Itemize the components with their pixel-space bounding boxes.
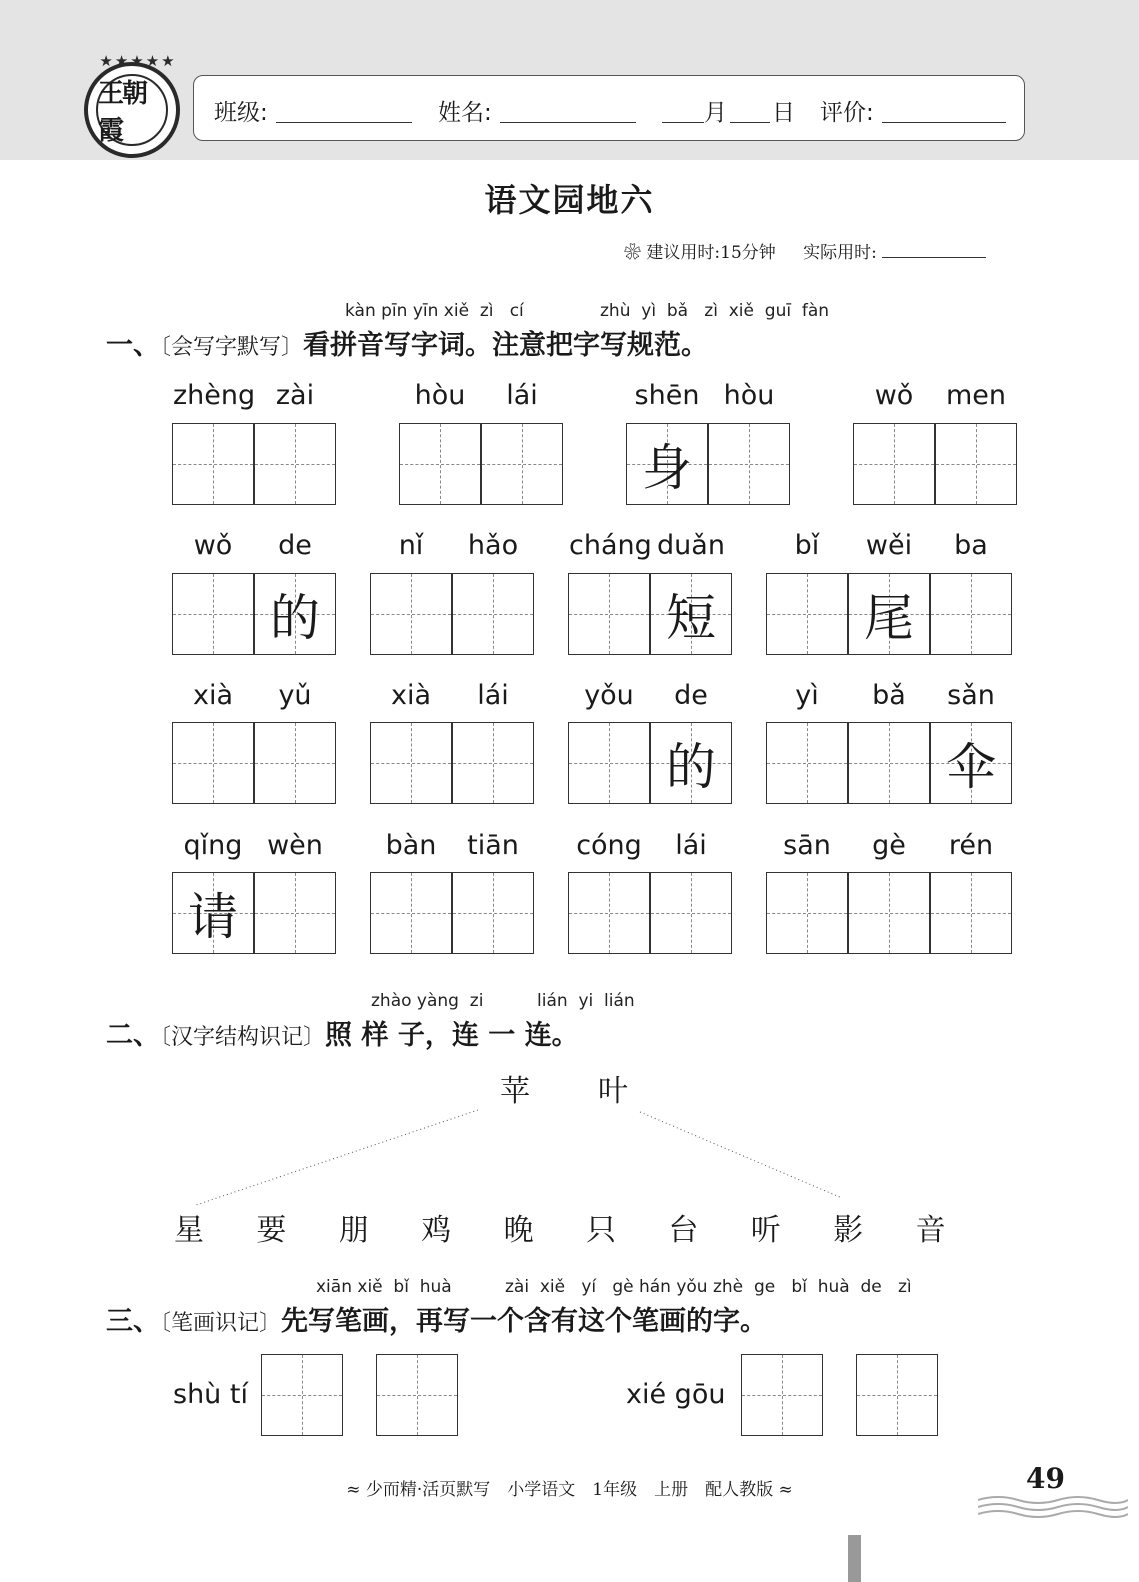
given-char — [651, 873, 731, 953]
given-char — [767, 873, 847, 953]
bottom-char[interactable]: 只 — [586, 1213, 616, 1248]
section3-number: 三、 — [106, 1306, 160, 1337]
section3-instruction: 先写笔画，再写一个含有这个笔画的字。 — [281, 1306, 768, 1337]
footer-text: ≈ 少而精·活页默写 小学语文 1年级 上册 配人教版 ≈ — [346, 1480, 793, 1500]
char-box[interactable] — [848, 872, 930, 954]
stroke-box[interactable] — [261, 1354, 343, 1436]
char-box[interactable] — [481, 423, 563, 505]
section3-pinyin-a: xiān xiě bǐ huà — [316, 1277, 452, 1297]
char-box[interactable] — [254, 423, 336, 505]
given-char — [849, 873, 929, 953]
section1-pinyin-b: zhù yì bǎ zì xiě guī fàn — [600, 301, 830, 321]
suggested-time: 建议用时:15分钟 — [646, 243, 776, 263]
char-box[interactable] — [626, 423, 708, 505]
char-box[interactable] — [853, 423, 935, 505]
char-box[interactable] — [848, 722, 930, 804]
char-box[interactable] — [766, 872, 848, 954]
stroke-label-shuti: shù tí — [173, 1379, 248, 1410]
char-box[interactable] — [376, 1354, 458, 1436]
given-char — [569, 723, 649, 803]
given-char — [453, 723, 533, 803]
given-char: 短 — [666, 589, 716, 647]
pinyin-syllable: gè — [872, 830, 906, 861]
logo-text: 王朝霞 — [96, 74, 168, 146]
class-label: 班级: — [214, 100, 268, 126]
top-char-ye[interactable]: 叶 — [598, 1074, 628, 1109]
char-box[interactable] — [452, 722, 534, 804]
given-char — [767, 723, 847, 803]
pinyin-syllable: hǎo — [467, 530, 519, 561]
section1-number: 一、 — [106, 330, 160, 361]
char-box[interactable] — [650, 722, 732, 804]
char-box[interactable] — [452, 872, 534, 954]
char-box[interactable] — [370, 722, 452, 804]
pinyin-syllable: cóng — [576, 830, 642, 861]
pinyin-syllable: de — [278, 530, 312, 561]
stroke-label-xiegou: xié gōu — [626, 1379, 726, 1410]
pinyin-syllable: zhèng — [173, 380, 256, 411]
given-char — [371, 574, 451, 654]
char-box[interactable] — [930, 872, 1012, 954]
pinyin-syllable: wèn — [267, 830, 323, 861]
pinyin-syllable: lái — [675, 830, 707, 861]
given-char: 请 — [188, 888, 238, 946]
given-char — [255, 873, 335, 953]
bottom-char[interactable]: 晚 — [503, 1213, 534, 1248]
given-char — [936, 424, 1016, 504]
flower-icon: ❀ — [624, 243, 641, 263]
section2-number: 二、 — [106, 1020, 160, 1051]
pinyin-syllable: wǒ — [874, 380, 914, 411]
given-char — [173, 723, 253, 803]
pinyin-syllable: bàn — [385, 830, 437, 861]
char-box[interactable] — [708, 423, 790, 505]
pinyin-syllable: yì — [795, 680, 819, 711]
connector-line — [640, 1112, 842, 1198]
char-box[interactable] — [370, 573, 452, 655]
bottom-char[interactable]: 星 — [174, 1213, 204, 1248]
bottom-char[interactable]: 音 — [915, 1213, 946, 1248]
section1-instruction: 看拼音写字词。注意把字写规范。 — [303, 330, 709, 361]
bottom-char[interactable]: 鸡 — [421, 1213, 452, 1248]
page-edge-bar — [848, 1535, 861, 1582]
given-char — [709, 424, 789, 504]
pinyin-syllable: ba — [954, 530, 988, 561]
char-box[interactable] — [172, 722, 254, 804]
char-box[interactable] — [370, 872, 452, 954]
pinyin-syllable: men — [945, 380, 1007, 411]
char-box[interactable] — [930, 722, 1012, 804]
wave-decoration-icon — [978, 1494, 1128, 1522]
pinyin-syllable: qǐng — [183, 830, 243, 861]
section3-pinyin-b: zài xiě yí gè hán yǒu zhè ge bǐ huà de zì — [505, 1277, 912, 1297]
char-box[interactable] — [650, 573, 732, 655]
actual-time-label: 实际用时: — [803, 243, 877, 263]
given-char — [255, 723, 335, 803]
given-char — [569, 574, 649, 654]
given-char — [849, 723, 929, 803]
given-char — [173, 574, 253, 654]
char-box[interactable] — [766, 573, 848, 655]
given-char — [569, 873, 649, 953]
pinyin-syllable: rén — [948, 830, 994, 861]
stars-icon: ★★★★★ — [99, 52, 177, 70]
section2-pinyin-b: lián yi lián — [537, 991, 635, 1011]
char-box[interactable] — [172, 423, 254, 505]
char-box[interactable] — [568, 722, 650, 804]
char-box[interactable] — [254, 872, 336, 954]
char-box[interactable] — [856, 1354, 938, 1436]
pinyin-syllable: de — [674, 680, 708, 711]
section1-tag: 〔会写字默写〕 — [160, 335, 304, 360]
section2-pinyin-a: zhào yàng zi — [371, 991, 484, 1011]
connector-line — [196, 1110, 478, 1205]
bottom-char[interactable]: 朋 — [338, 1213, 369, 1248]
char-box[interactable] — [254, 573, 336, 655]
pinyin-syllable: xià — [192, 680, 234, 711]
pinyin-syllable: tiān — [467, 830, 519, 861]
bottom-char[interactable]: 听 — [750, 1213, 781, 1248]
given-char — [854, 424, 934, 504]
pinyin-syllable: bǎ — [872, 680, 906, 711]
given-char — [371, 873, 451, 953]
char-box[interactable] — [650, 872, 732, 954]
char-box[interactable] — [935, 423, 1017, 505]
given-char — [400, 424, 480, 504]
given-char — [453, 574, 533, 654]
char-box[interactable] — [930, 573, 1012, 655]
bottom-char[interactable]: 要 — [256, 1213, 287, 1248]
page-title: 语文园地六 — [484, 181, 655, 219]
pinyin-syllable: cháng — [569, 530, 652, 561]
given-char: 的 — [270, 589, 320, 647]
given-char — [371, 723, 451, 803]
section2-tag: 〔汉字结构识记〕 — [160, 1025, 326, 1050]
char-box[interactable] — [399, 423, 481, 505]
char-box[interactable] — [568, 872, 650, 954]
char-box[interactable] — [452, 573, 534, 655]
page-number: 49 — [1026, 1462, 1065, 1495]
pinyin-syllable: xià — [390, 680, 432, 711]
char-box[interactable] — [172, 872, 254, 954]
given-char — [767, 574, 847, 654]
char-box[interactable] — [254, 722, 336, 804]
pinyin-syllable: yǒu — [584, 680, 634, 711]
pinyin-syllable: lái — [506, 380, 538, 411]
pinyin-syllable: lái — [477, 680, 509, 711]
section3-heading — [106, 1299, 767, 1338]
rating-label: 评价: — [820, 100, 874, 126]
given-char — [255, 424, 335, 504]
top-char-ping[interactable]: 苹 — [500, 1074, 530, 1109]
pinyin-syllable: nǐ — [398, 530, 424, 561]
pinyin-syllable: yǔ — [278, 680, 312, 711]
bottom-char[interactable]: 台 — [668, 1213, 699, 1248]
char-box[interactable] — [172, 573, 254, 655]
given-char — [931, 873, 1011, 953]
given-char — [482, 424, 562, 504]
section1-pinyin-a: kàn pīn yīn xiě zì cí — [345, 301, 524, 321]
day-label: 日 — [772, 100, 795, 126]
given-char — [173, 424, 253, 504]
char-box[interactable] — [568, 573, 650, 655]
section3-tag: 〔笔画识记〕 — [160, 1311, 282, 1336]
pinyin-syllable: wěi — [865, 530, 913, 561]
given-char — [453, 873, 533, 953]
given-char: 的 — [666, 738, 716, 796]
pinyin-syllable: wǒ — [193, 530, 233, 561]
month-label: 月 — [704, 100, 727, 126]
pinyin-syllable: shēn — [634, 380, 700, 411]
name-label: 姓名: — [438, 100, 492, 126]
stroke-box[interactable] — [741, 1354, 823, 1436]
pinyin-syllable: sān — [783, 830, 831, 861]
char-box[interactable] — [766, 722, 848, 804]
pinyin-syllable: sǎn — [947, 680, 995, 711]
given-char — [931, 574, 1011, 654]
bottom-char[interactable]: 影 — [833, 1213, 864, 1248]
given-char: 伞 — [946, 738, 996, 796]
pinyin-syllable: bǐ — [794, 530, 820, 561]
pinyin-syllable: hòu — [414, 380, 466, 411]
pinyin-syllable: duǎn — [657, 530, 725, 561]
given-char: 身 — [642, 439, 692, 497]
char-box[interactable] — [848, 573, 930, 655]
pinyin-syllable: hòu — [723, 380, 775, 411]
pinyin-syllable: zài — [275, 380, 315, 411]
section2-instruction: 照 样 子，连 一 连。 — [325, 1020, 579, 1051]
given-char: 尾 — [864, 589, 914, 647]
